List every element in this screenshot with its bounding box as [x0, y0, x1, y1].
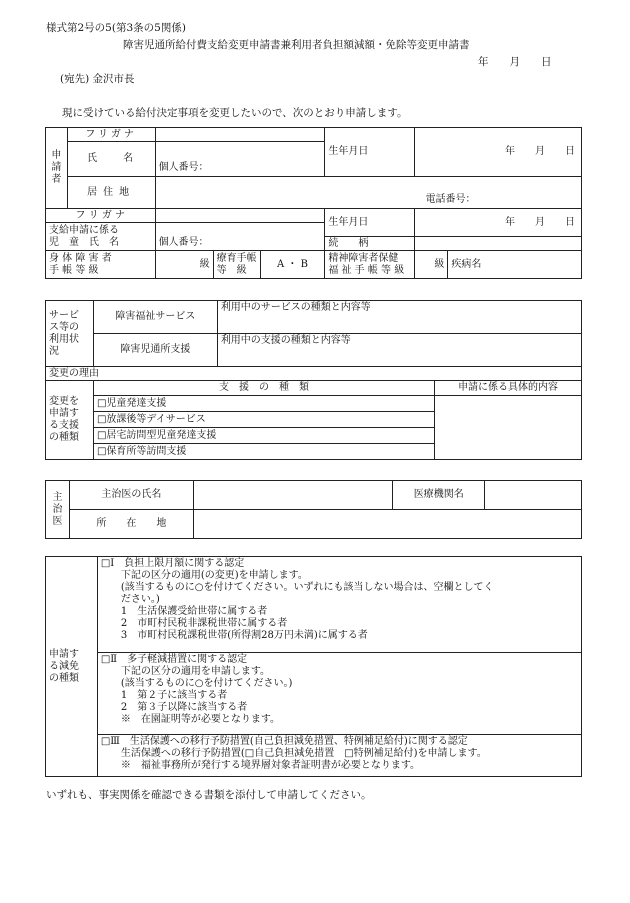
item2-line1: 下記の区分の適用を申請します。	[120, 666, 271, 677]
submission-date[interactable]: 年 月 日	[478, 56, 552, 68]
welfare-service-field[interactable]	[217, 301, 581, 334]
addressee: (宛先) 金沢市長	[60, 73, 135, 85]
reduction-section-label: 申請す る減免 の種類	[46, 557, 98, 777]
child-furigana-label: フ リ ガ ナ	[46, 209, 156, 223]
physical-disability-label: 身 体 障 害 者 手 帳 等 級	[46, 251, 156, 279]
item1-title[interactable]: □Ⅰ 負担上限月額に関する認定	[100, 558, 245, 569]
service-status-label: サービ ス等の 利用状 況	[46, 301, 94, 367]
applicant-birth-label: 生年月日	[325, 128, 415, 177]
applicant-birth-field[interactable]: 年 月 日	[415, 128, 582, 177]
applicant-name-label: 氏 名	[67, 142, 155, 177]
reduction-table	[45, 556, 582, 777]
support-type-label: 変更を 申請す る支援 の種類	[46, 381, 94, 460]
support-option-child-development[interactable]: □児童発達支援	[93, 396, 434, 412]
item2-title[interactable]: □Ⅱ 多子軽減措置に関する認定	[100, 654, 248, 665]
doctor-name-label: 主治医の氏名	[69, 481, 193, 510]
mental-disability-label: 精神障害者保健 福 祉 手 帳 等 級	[325, 251, 415, 279]
form-title: 障害児通所給付費支給変更申請書兼利用者負担額減額・免除等変更申請書	[123, 39, 470, 51]
reduction-item-3[interactable]	[97, 735, 581, 777]
doctor-address-field[interactable]	[193, 510, 581, 539]
intro-text: 現に受けている給付決定事項を変更したいので、次のとおり申請します。	[62, 107, 408, 119]
reduction-item-2[interactable]	[97, 653, 581, 735]
mental-grade-field[interactable]: 級	[415, 251, 448, 279]
item2-line2: (該当するものに○を付けてください。)	[120, 678, 293, 689]
doctor-address-label: 所 在 地	[69, 510, 193, 539]
child-name-label: 支給申請に係る 児 童 氏 名	[46, 223, 156, 251]
applicant-address-label: 居住地	[67, 177, 155, 209]
item3-note: ※ 福祉事務所が発行する境界層対象者証明書が必要となります。	[120, 760, 421, 771]
services-table	[45, 300, 582, 460]
applicant-id-label: 個人番号：	[158, 162, 209, 173]
daycare-support-desc: 利用中の支援の種類と内容等	[220, 335, 351, 346]
item2-note: ※ 在園証明等が必要となります。	[120, 714, 281, 725]
support-option-home-visit[interactable]: □居宅訪問型児童発達支援	[93, 428, 434, 444]
child-furigana-field[interactable]	[155, 209, 325, 223]
institution-field[interactable]	[485, 481, 582, 510]
welfare-service-desc: 利用中のサービスの種類と内容等	[220, 302, 371, 313]
footer-note: いずれも、事実関係を確認できる書類を添付して申請してください。	[46, 789, 372, 801]
item3-line1[interactable]: 生活保護への移行予防措置(□自己負担減免措置 □特例補足給付)を申請します。	[120, 748, 487, 759]
change-reason-field[interactable]	[46, 367, 582, 381]
applicant-table	[45, 127, 582, 279]
daycare-support-field[interactable]	[217, 334, 581, 367]
support-option-nursery-visit[interactable]: □保育所等訪問支援	[93, 444, 434, 460]
applicant-furigana-field[interactable]	[155, 128, 325, 142]
child-birth-label: 生年月日	[325, 209, 415, 237]
doctor-section-label: 主 治 医	[46, 481, 70, 539]
detail-header: 申請に係る具体的内容	[435, 381, 582, 396]
item1-option2[interactable]: 2 市町村民税非課税世帯に属する者	[120, 618, 288, 629]
welfare-service-label: 障害福祉サービス	[93, 301, 217, 334]
item2-option1[interactable]: 1 第２子に該当する者	[120, 690, 228, 701]
reduction-item-1[interactable]	[97, 557, 581, 653]
child-name-field[interactable]	[155, 223, 325, 251]
form-number: 様式第2号の5(第3条の5関係)	[46, 22, 186, 34]
item1-line2: (該当するものに○を付けてください。いずれにも該当しない場合は、空欄としてく	[120, 582, 494, 593]
disease-field[interactable]	[448, 251, 582, 279]
item3-title[interactable]: □Ⅲ 生活保護への移行予防措置(自己負担減免措置、特例補足給付)に関する認定	[100, 736, 468, 747]
disease-label: 疾病名	[451, 258, 482, 270]
support-type-header: 支 援 の 種 類	[93, 381, 434, 396]
applicant-address-field[interactable]	[155, 177, 581, 209]
doctor-table	[45, 480, 582, 539]
item1-option1[interactable]: 1 生活保護受給世帯に属する者	[120, 606, 268, 617]
doctor-name-field[interactable]	[193, 481, 392, 510]
applicant-phone-label: 電話番号：	[425, 194, 476, 205]
physical-grade-field[interactable]: 級	[155, 251, 213, 279]
applicant-section-label: 申 請 者	[46, 128, 68, 209]
daycare-support-label: 障害児通所支援	[93, 334, 217, 367]
item2-option2[interactable]: 2 第３子以降に該当する者	[120, 702, 248, 713]
relation-label: 続 柄	[325, 237, 415, 251]
child-id-label: 個人番号：	[158, 237, 209, 248]
item1-line3: ださい。)	[120, 594, 160, 605]
applicant-furigana-label: フリガナ	[67, 128, 155, 142]
applicant-name-field[interactable]	[155, 142, 325, 177]
support-option-after-school[interactable]: □放課後等デイサービス	[93, 412, 434, 428]
item1-line1: 下記の区分の適用(の変更)を申請します。	[120, 570, 308, 581]
item1-option3[interactable]: 3 市町村民税課税世帯(所得割28万円未満)に属する者	[120, 630, 368, 641]
detail-field[interactable]	[435, 396, 582, 460]
ryoiku-label: 療育手帳 等 級	[213, 251, 260, 279]
institution-label: 医療機関名	[393, 481, 485, 510]
relation-field[interactable]	[415, 237, 582, 251]
change-reason-label: 変更の理由	[49, 367, 99, 379]
child-birth-field[interactable]: 年 月 日	[415, 209, 582, 237]
ryoiku-grade-field[interactable]: A ・ B	[260, 251, 325, 279]
